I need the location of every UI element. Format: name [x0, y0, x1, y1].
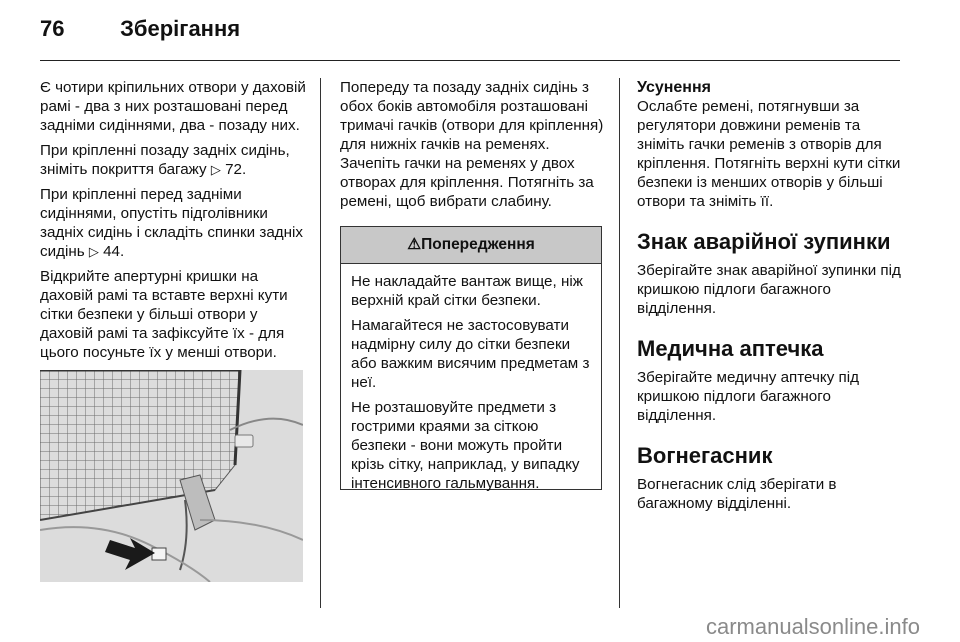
paragraph: При кріпленні перед задніми сидіннями, опустіть підголівники задніх сидінь і складіть спинки задніх сидінь ▷ 44.	[40, 186, 303, 260]
page-ref-icon: ▷	[88, 244, 99, 259]
cargo-net-drawing	[40, 370, 303, 582]
warning-paragraph: Намагайтеся не застосовувати надмірну силу до сітки безпеки або важким висячим предметам з неї.	[351, 317, 590, 391]
warning-paragraph: Не розташовуйте предмети з гострими краями за сіткою безпеки - вони можуть пройти крізь сітку, наприклад, у випадку інтенсивного гальмування.	[351, 399, 580, 492]
page-ref[interactable]: 72.	[225, 161, 247, 178]
page-ref-icon: ▷	[210, 162, 221, 177]
paragraph: Ослабте ремені, потягнувши за регулятори довжини ременів та зніміть гачки ременів з отворів для кріплення. Потягніть верхні кути сітки безпеки із менших отворів у більші отвори та зніміть її.	[637, 98, 901, 210]
column-1	[40, 78, 306, 368]
warning-header	[341, 227, 601, 264]
column-3	[637, 78, 907, 519]
paragraph: Зберігайте знак аварійної зупинки під кришкою підлоги багажного відділення.	[637, 262, 901, 317]
section-heading-removal: Усунення	[637, 79, 711, 96]
paragraph: Попереду та позаду задніх сидінь з обох боків автомобіля розташовані тримачі гачків (отвори для кріплення) для нижніх гачків на ременях. Зачепіть гачки на ременях у двох отворах для кріплення. Потягніть за ремені, щоб вибрати слабину.	[340, 79, 604, 210]
column-2	[340, 78, 606, 217]
section-heading-warning-triangle: Знак аварійної зупинки	[637, 229, 891, 254]
watermark: carmanualsonline.info	[705, 614, 920, 639]
section-heading-first-aid: Медична аптечка	[637, 336, 824, 361]
page-number: 76	[40, 16, 65, 41]
warning-paragraph: Не накладайте вантаж вище, ніж верхній край сітки безпеки.	[351, 273, 583, 309]
page-title: Зберігання	[120, 16, 241, 41]
cargo-net-illustration	[40, 370, 303, 582]
column-divider	[320, 78, 321, 608]
page-ref[interactable]: 44.	[103, 243, 125, 260]
paragraph: Зберігайте медичну аптечку під кришкою підлоги багажного відділення.	[637, 369, 859, 424]
warning-body	[341, 264, 601, 493]
header-rule	[40, 60, 900, 61]
paragraph: Є чотири кріпильних отвори у даховій рамі - два з них розташовані перед задніми сидіннями, два - позаду них.	[40, 79, 306, 134]
page-header	[40, 16, 240, 42]
warning-triangle-icon: ⚠	[407, 236, 422, 253]
column-divider	[619, 78, 620, 608]
warning-title: Попередження	[421, 236, 535, 253]
paragraph: Вогнегасник слід зберігати в багажному відділенні.	[637, 476, 837, 512]
paragraph: Відкрийте апертурні кришки на даховій рамі та вставте верхні кути сітки безпеки у більші отвори у даховій рамі та зафіксуйте їх - для цього посуньте їх у менші отвори.	[40, 268, 288, 361]
paragraph: При кріпленні позаду задніх сидінь, зніміть покриття багажу ▷ 72.	[40, 142, 290, 178]
section-heading-extinguisher: Вогнегасник	[637, 443, 773, 468]
warning-box	[340, 226, 602, 490]
